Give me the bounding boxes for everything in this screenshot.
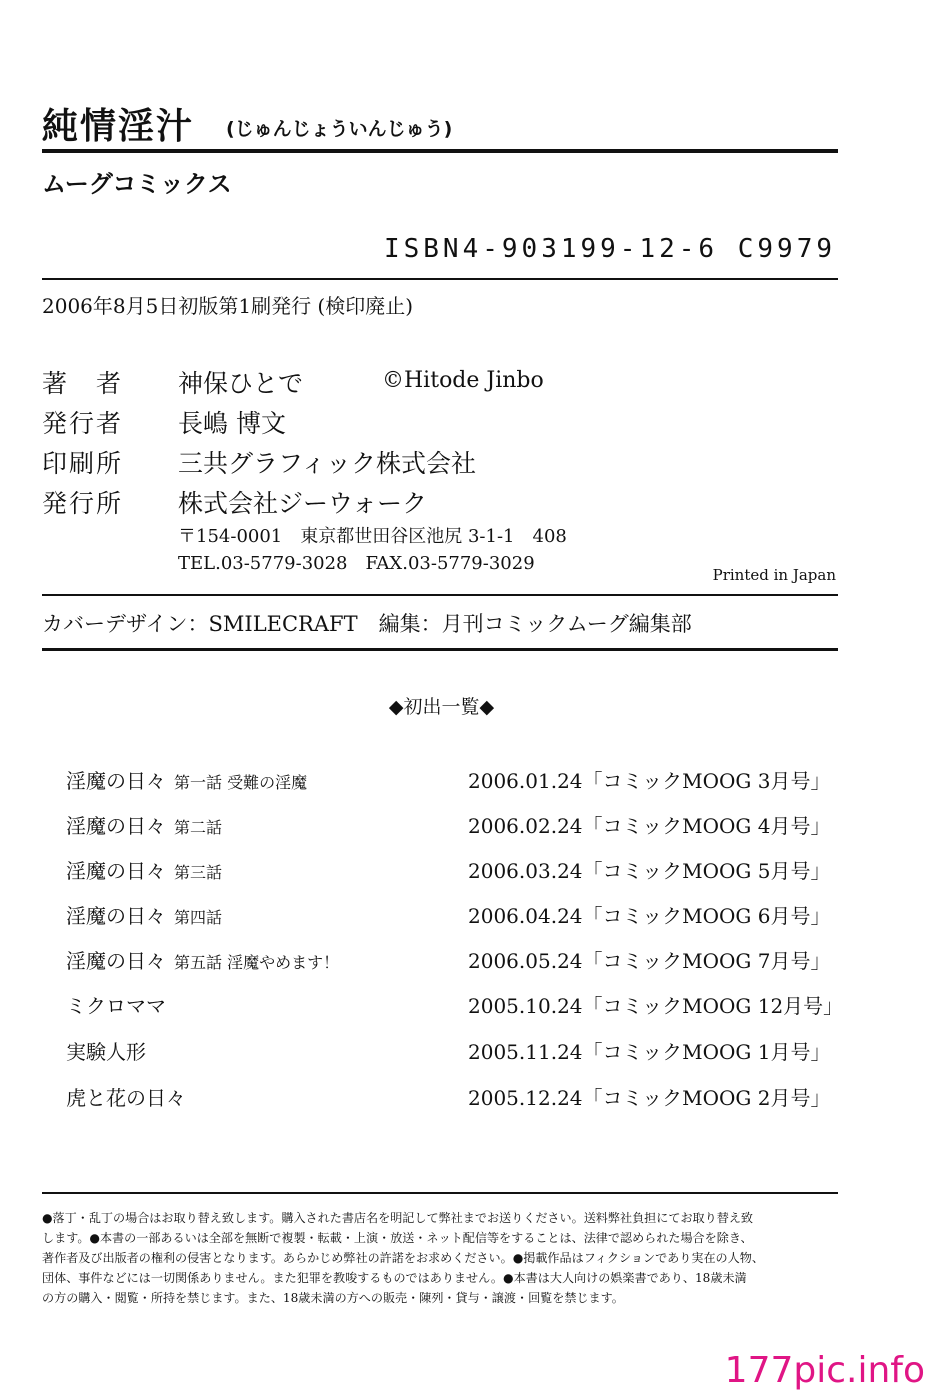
work-title: ミクロママ: [66, 994, 166, 1018]
list-item: [66, 810, 838, 840]
author-label: 著 者: [42, 369, 124, 398]
list-item: [66, 1082, 838, 1112]
divider: [42, 149, 838, 153]
list-item: [66, 945, 838, 975]
publication-info: 2006.05.24「コミックMOOG 7月号」: [468, 949, 831, 973]
publication-info: 2005.12.24「コミックMOOG 2月号」: [468, 1086, 831, 1110]
printer-name: 三共グラフィック株式会社: [178, 449, 477, 478]
publication-date: 2006年8月5日初版第1刷発行 (検印廃止): [42, 294, 414, 318]
work-title: 淫魔の日々 第三話: [66, 859, 223, 883]
notice-line: 著作者及び出版者の権利の侵害となります。あらかじめ弊社の許諾をお求めください。●掲載作品はフィクションであり実在の人物、: [42, 1251, 764, 1265]
list-item: [66, 765, 838, 795]
publication-info: 2005.10.24「コミックMOOG 12月号」: [468, 994, 844, 1018]
publication-info: 2006.02.24「コミックMOOG 4月号」: [468, 814, 831, 838]
watermark: 177pic.info: [724, 1350, 925, 1391]
publication-info: 2006.03.24「コミックMOOG 5月号」: [468, 859, 831, 883]
work-title: 淫魔の日々 第二話: [66, 814, 223, 838]
work-title: 淫魔の日々 第一話 受難の淫魔: [66, 769, 308, 793]
work-title: 淫魔の日々 第四話: [66, 904, 223, 928]
divider: [42, 278, 838, 280]
publishing-house-label: 発行所: [42, 489, 124, 518]
credits: カバーデザイン：SMILECRAFT 編集：月刊コミックムーグ編集部: [42, 612, 692, 636]
publication-info: 2006.01.24「コミックMOOG 3月号」: [468, 769, 831, 793]
work-title: 実験人形: [66, 1040, 146, 1064]
work-title: 虎と花の日々: [66, 1086, 186, 1110]
publisher-name: 長嶋 博文: [178, 409, 286, 438]
work-title: 淫魔の日々 第五話 淫魔やめます！: [66, 949, 340, 973]
list-item: [66, 1036, 838, 1066]
legal-notice: [42, 1208, 842, 1308]
divider: [42, 1192, 838, 1194]
printed-in-japan: Printed in Japan: [712, 566, 836, 584]
list-item: [66, 900, 838, 930]
contact: TEL.03-5779-3028 FAX.03-5779-3029: [178, 553, 535, 574]
list-item: [66, 990, 844, 1020]
list-heading: ◆初出一覧◆: [388, 696, 495, 718]
copyright: ©Hitode Jinbo: [382, 368, 544, 393]
address: 〒154-0001 東京都世田谷区池尻 3-1-1 408: [178, 526, 567, 547]
title-reading: (じゅんじょういんじゅう): [226, 118, 453, 140]
publishing-house-name: 株式会社ジーウォーク: [178, 489, 428, 518]
book-title: 純情淫汁: [42, 106, 195, 147]
publication-info: 2005.11.24「コミックMOOG 1月号」: [468, 1040, 831, 1064]
printer-label: 印刷所: [42, 449, 124, 478]
author-name: 神保ひとで: [178, 369, 304, 398]
notice-line: 団体、事件などには一切関係ありません。また犯罪を教唆するものではありません。●本書は大人向けの娯楽書であり、18歳未満: [42, 1271, 747, 1285]
notice-line: します。●本書の一部あるいは全部を無断で複製・転載・上演・放送・ネット配信等をすることは、法律で認められた場合を除き、: [42, 1231, 753, 1245]
publication-info: 2006.04.24「コミックMOOG 6月号」: [468, 904, 831, 928]
series-name: ムーグコミックス: [42, 170, 232, 198]
notice-line: ●落丁・乱丁の場合はお取り替え致します。購入された書店名を明記して弊社までお送りください。送料弊社負担にてお取り替え致: [42, 1211, 754, 1225]
divider: [42, 648, 838, 651]
notice-line: の方の購入・閲覧・所持を禁じます。また、18歳未満の方への販売・陳列・貸与・譲渡・回覧を禁じます。: [42, 1291, 624, 1305]
isbn: ISBN4-903199-12-6 C9979: [383, 234, 836, 264]
divider: [42, 594, 838, 596]
publisher-label: 発行者: [42, 409, 124, 438]
list-item: [66, 855, 838, 885]
